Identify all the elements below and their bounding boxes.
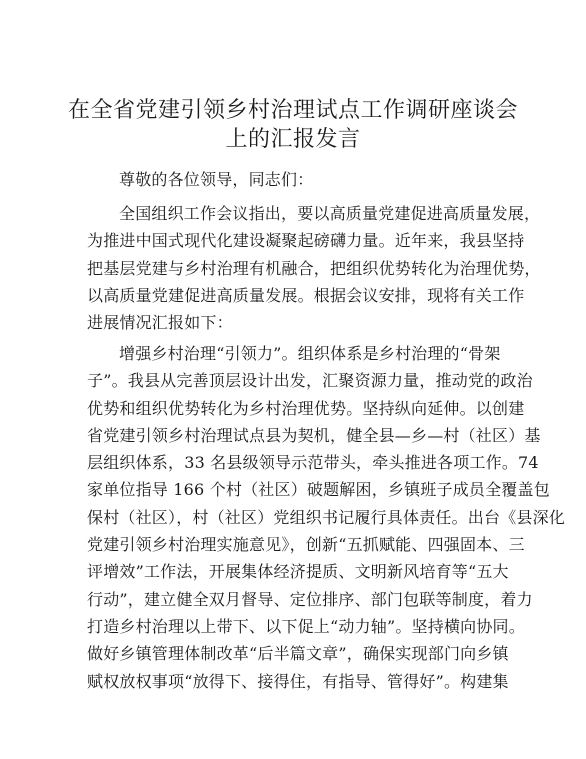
paragraph-line: 全国组织工作会议指出，要以高质量党建促进高质量发展， [119,204,541,223]
document-title [60,96,526,154]
paragraph-line: 进展情况汇报如下： [87,313,233,333]
paragraph-line: 打造乡村治理以上带下、以下促上“动力轴”。坚持横向协同。 [87,616,525,636]
paragraph-line: 赋权放权事项“放得下、接得住，有指导、管得好”。构建集 [87,671,509,691]
paragraph-line: 层组织体系，33 名县级领导示范带头，牵头推进各项工作。74 [87,453,539,473]
title-line-2: 上的汇报发言 [225,127,361,152]
paragraph-line: 做好乡镇管理体制改革“后半篇文章”，确保实现部门向乡镇 [87,644,509,664]
paragraph-line: 增强乡村治理“引领力”。组织体系是乡村治理的“骨架 [119,344,501,363]
paragraph-leadership [87,340,566,695]
paragraph-line: 把基层党建与乡村治理有机融合，把组织优势转化为治理优势， [87,258,541,278]
greeting [87,166,501,193]
paragraph-line: 子”。我县从完善顶层设计出发，汇聚资源力量，推动党的政治 [87,371,533,391]
paragraph-line: 为推进中国式现代化建设凝聚起磅礴力量。近年来，我县坚持 [87,231,525,251]
paragraph-line: 评增效”工作法，开展集体经济提质、文明新风培育等“五大 [87,562,509,582]
paragraph-line: 行动”，建立健全双月督导、定位排序、部门包联等制度，着力 [87,589,533,609]
paragraph-line: 以高质量党建促进高质量发展。根据会议安排，现将有关工作 [87,285,525,305]
title-line-1: 在全省党建引领乡村治理试点工作调研座谈会 [67,98,518,123]
paragraph-line: 保村（社区），村（社区）党组织书记履行具体责任。出台《县深化 [87,507,566,527]
paragraph-line: 家单位指导 166 个村（社区）破题解困，乡镇班子成员全覆盖包 [87,480,550,500]
paragraph-line: 党建引领乡村治理实施意见》，创新“五抓赋能、四强固本、三 [87,535,525,555]
paragraph-intro [87,200,541,336]
paragraph-line: 优势和组织优势转化为乡村治理优势。坚持纵向延伸。以创建 [87,398,525,418]
paragraph-line: 省党建引领乡村治理试点县为契机，健全县—乡—村（社区）基 [87,425,541,445]
greeting-line: 尊敬的各位领导，同志们： [119,170,314,189]
